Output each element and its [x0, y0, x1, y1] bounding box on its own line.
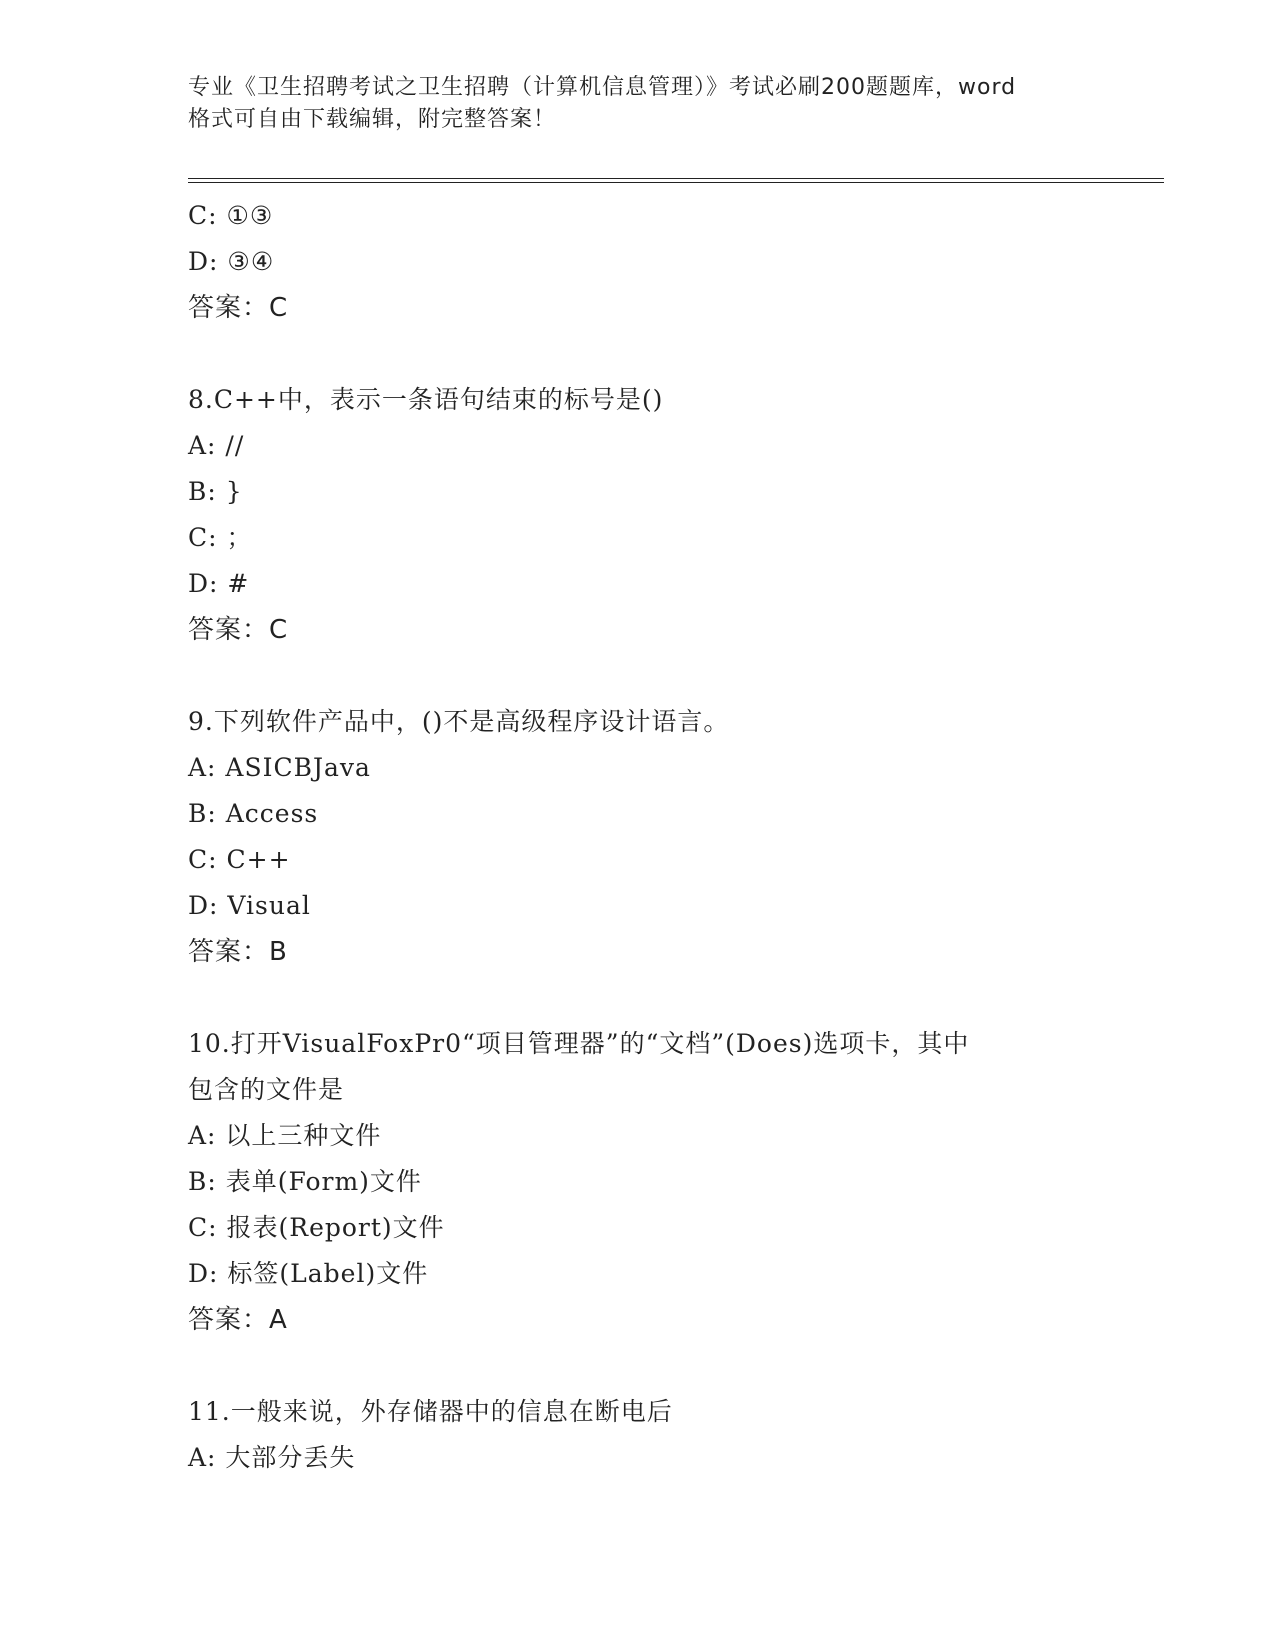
option-d: D: Visual [188, 891, 311, 920]
option-a: A: // [188, 431, 245, 460]
option-b: B: 表单(Form)文件 [188, 1167, 422, 1196]
question-block-9 [188, 699, 1088, 975]
question-block-10 [188, 1021, 1088, 1343]
option-a: A: 以上三种文件 [188, 1121, 382, 1150]
answer: 答案：C [188, 293, 289, 323]
header-line-1: 专业《卫生招聘考试之卫生招聘（计算机信息管理）》考试必刷200题题库，word [188, 75, 1017, 100]
option-d: D: 标签(Label)文件 [188, 1259, 429, 1288]
answer: 答案：B [188, 937, 288, 967]
question-text: 11.一般来说，外存储器中的信息在断电后 [188, 1397, 673, 1426]
header-divider-top [188, 178, 1164, 179]
option-c: C: 报表(Report)文件 [188, 1213, 445, 1242]
document-body [188, 193, 1088, 1481]
question-text: 8.C++中，表示一条语句结束的标号是() [188, 385, 664, 414]
answer: 答案：C [188, 615, 289, 645]
question-text: 9.下列软件产品中，()不是高级程序设计语言。 [188, 707, 730, 736]
option-c: C: ①③ [188, 201, 274, 230]
option-c: C: C++ [188, 845, 291, 874]
question-block-11 [188, 1389, 1088, 1481]
option-b: B: Access [188, 799, 319, 828]
document-header [188, 72, 1088, 136]
question-text-line-2: 包含的文件是 [188, 1075, 345, 1104]
question-block-prev [188, 193, 1088, 331]
option-b: B: } [188, 477, 243, 506]
option-a: A: ASICBJava [188, 753, 371, 782]
option-d: D: ③④ [188, 247, 275, 276]
option-a: A: 大部分丢失 [188, 1443, 356, 1472]
header-divider-bottom [188, 182, 1164, 183]
question-text-line-1: 10.打开VisualFoxPr0“项目管理器”的“文档”(Does)选项卡，其中 [188, 1029, 970, 1058]
answer: 答案：A [188, 1305, 288, 1335]
option-d: D: # [188, 569, 250, 598]
question-block-8 [188, 377, 1088, 653]
option-c: C: ； [188, 523, 253, 552]
header-line-2: 格式可自由下载编辑，附完整答案！ [188, 107, 557, 132]
